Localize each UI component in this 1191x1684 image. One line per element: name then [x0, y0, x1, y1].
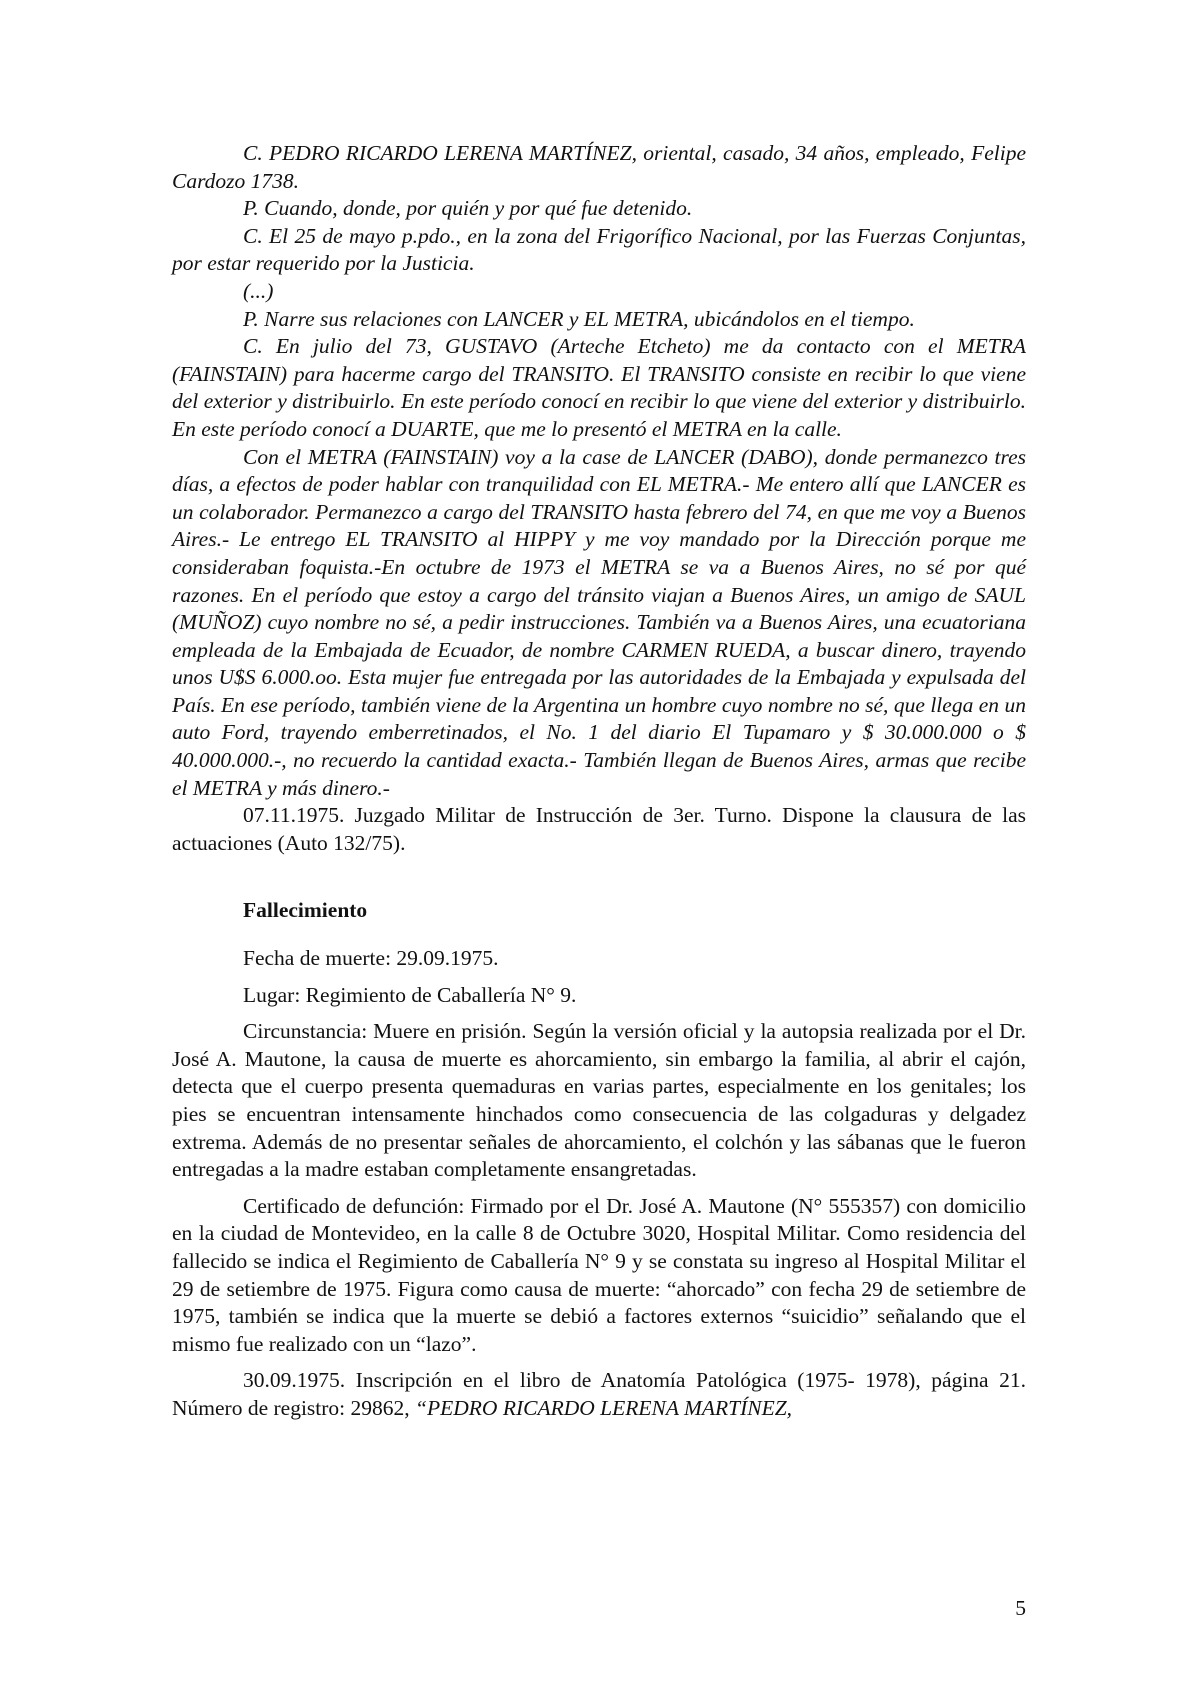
- registry-paragraph: [172, 1367, 1026, 1422]
- document-page: [172, 140, 1026, 1423]
- testimony-paragraph-7: Con el METRA (FAINSTAIN) voy a la case de LANCER (DABO), donde permanezco tres días, a efectos de poder hablar con tranquilidad con EL METRA.- Me entero allí que LANCER es un colaborador. Permanezco a cargo del TRANSITO hasta febrero del 74, en que me voy a Buenos Aires.- Le entrego EL TRANSITO al HIPPY y me voy mandado por la Dirección porque me consideraban foquista.-En octubre de 1973 el METRA se va a Buenos Aires, no sé por qué razones. En el período que estoy a cargo del tránsito viajan a Buenos Aires, un amigo de SAUL (MUÑOZ) cuyo nombre no sé, a pedir instrucciones. También va a Buenos Aires, una ecuatoriana empleada de la Embajada de Ecuador, de nombre CARMEN RUEDA, a buscar dinero, trayendo unos U$S 6.000.oo. Esta mujer fue entregada por las autoridades de la Embajada y expulsada del País. En ese período, también viene de la Argentina un hombre cuyo nombre no sé, que llega en un auto Ford, trayendo emberretinados, el No. 1 del diario El Tupamaro y $ 30.000.000 o $ 40.000.000.-, no recuerdo la cantidad exacta.- También llegan de Buenos Aires, armas que recibe el METRA y más dinero.-: [172, 444, 1026, 800]
- testimony-paragraph-2: P. Cuando, donde, por quién y por qué fue detenido.: [243, 196, 693, 221]
- testimony-paragraph-4: (...): [243, 278, 274, 303]
- page-number: 5: [1015, 1596, 1026, 1620]
- registry-italic-text: “PEDRO RICARDO LERENA MARTÍNEZ,: [415, 1395, 793, 1420]
- closing-paragraph: 07.11.1975. Juzgado Militar de Instrucción de 3er. Turno. Dispone la clausura de las actuaciones (Auto 132/75).: [172, 803, 1026, 855]
- registry-text: 30.09.1975. Inscripción en el libro de Anatomía Patológica (1975- 1978), página 21. Número de registro: 29862,: [172, 1368, 1026, 1420]
- testimony-paragraph-3: C. El 25 de mayo p.pdo., en la zona del Frigorífico Nacional, por las Fuerzas Conjuntas, por estar requerido por la Justicia.: [172, 223, 1026, 276]
- certificate-paragraph: Certificado de defunción: Firmado por el Dr. José A. Mautone (N° 555357) con domicilio en la ciudad de Montevideo, en la calle 8 de Octubre 3020, Hospital Militar. Como residencia del fallecido se indica el Regimiento de Caballería N° 9 y se constata su ingreso al Hospital Militar el 29 de setiembre de 1975. Figura como causa de muerte: “ahorcado” con fecha 29 de setiembre de 1975, también se indica que la muerte se debió a factores externos “suicidio” señalando que el mismo fue realizado con un “lazo”.: [172, 1193, 1026, 1356]
- death-date: Fecha de muerte: 29.09.1975.: [243, 946, 499, 971]
- circumstance-paragraph: Circunstancia: Muere en prisión. Según la versión oficial y la autopsia realizada por el Dr. José A. Mautone, la causa de muerte es ahorcamiento, sin embargo la familia, al abrir el cajón, detecta que el cuerpo presenta quemaduras en varias partes, especialmente en los genitales; los pies se encuentran intensamente hinchados como consecuencia de las colgaduras y delgadez extrema. Además de no presentar señales de ahorcamiento, el colchón y las sábanas que le fueron entregadas a la madre estaban completamente ensangretadas.: [172, 1019, 1026, 1182]
- testimony-paragraph-1: C. PEDRO RICARDO LERENA MARTÍNEZ, oriental, casado, 34 años, empleado, Felipe Cardozo 1738.: [172, 141, 1026, 193]
- testimony-paragraph-5: P. Narre sus relaciones con LANCER y EL METRA, ubicándolos en el tiempo.: [243, 306, 915, 331]
- testimony-paragraph-6: C. En julio del 73, GUSTAVO (Arteche Etcheto) me da contacto con el METRA (FAINSTAIN) para hacerme cargo del TRANSITO. El TRANSITO consiste en recibir lo que viene del exterior y distribuirlo. En este período conocí en recibir lo que viene del exterior y distribuirlo. En este período conocí a DUARTE, que me lo presentó el METRA en la calle.: [172, 334, 1026, 441]
- section-heading: Fallecimiento: [243, 898, 368, 923]
- death-place: Lugar: Regimiento de Caballería N° 9.: [243, 982, 577, 1007]
